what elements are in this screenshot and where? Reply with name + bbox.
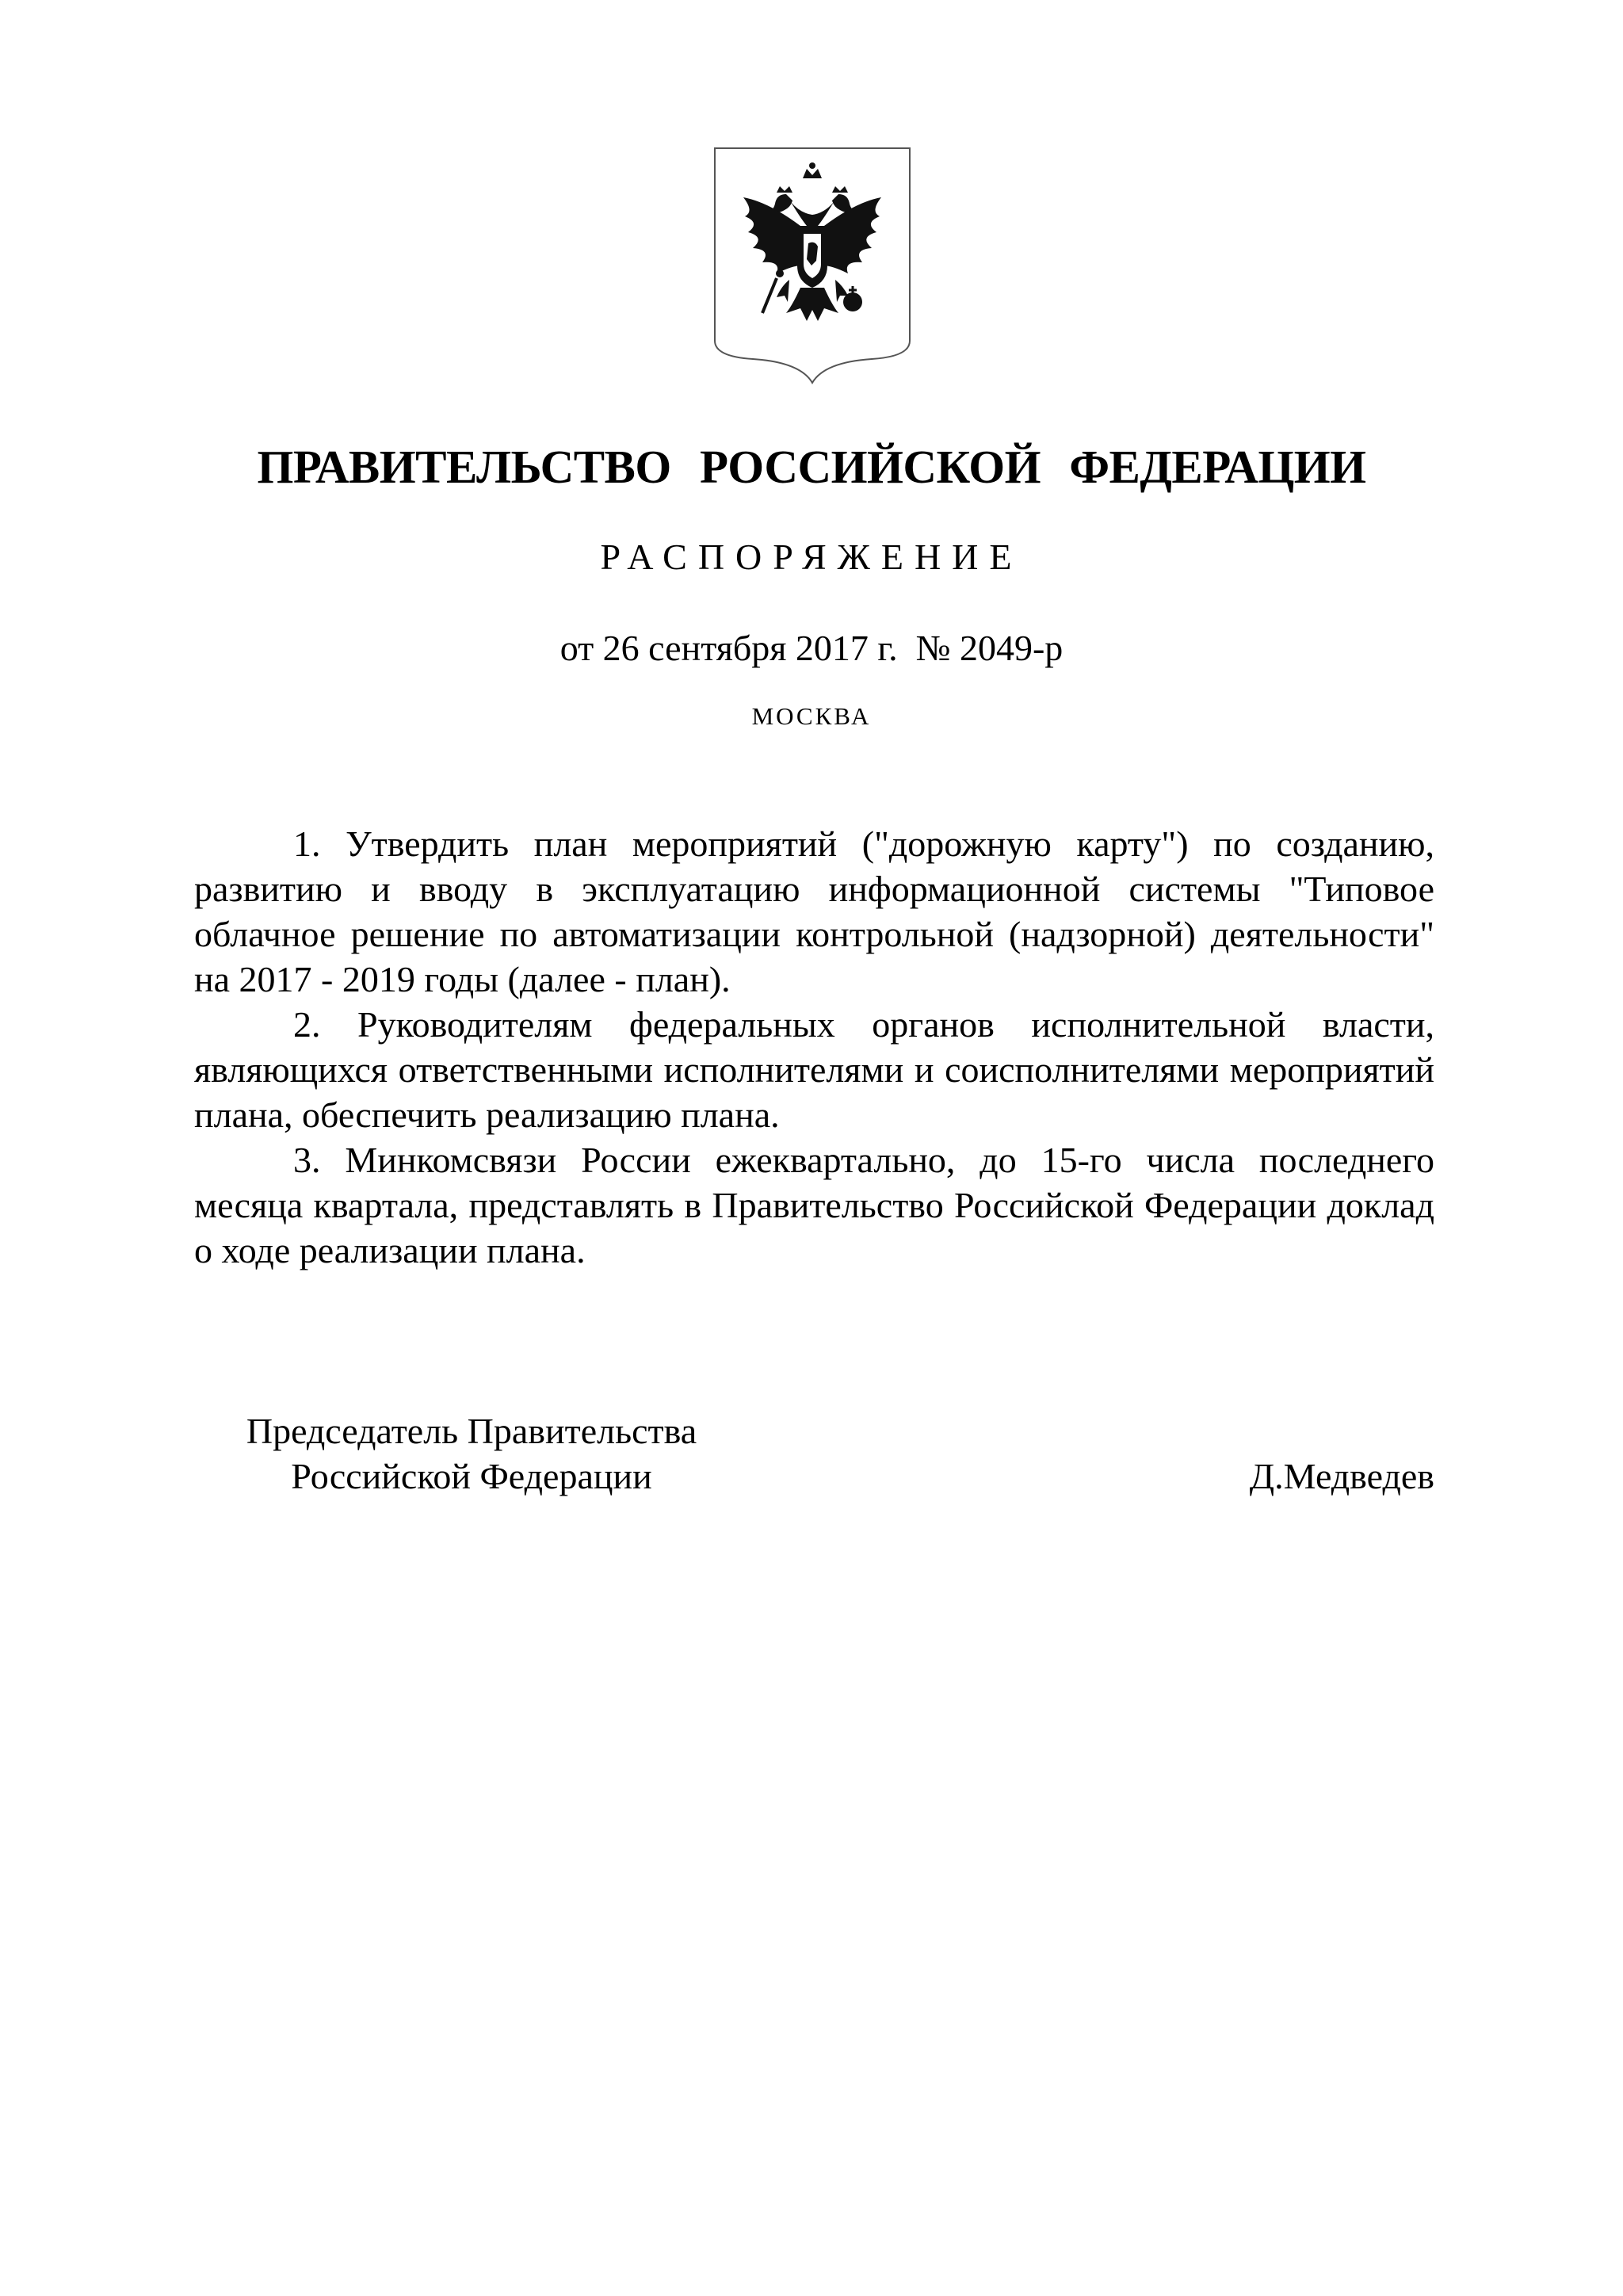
signatory-position-line-2: Российской Федерации [291,1456,652,1496]
government-title: ПРАВИТЕЛЬСТВО РОССИЙСКОЙ ФЕДЕРАЦИИ [257,441,1366,493]
coat-of-arms-emblem [713,147,911,384]
double-headed-eagle-icon [713,147,911,384]
signatory-position [194,1408,749,1499]
document-date-number: от 26 сентября 2017 г. № 2049-р [559,628,1064,668]
paragraph-1: 1. Утвердить план мероприятий ("дорожную карту") по созданию, развитию и вводу в эксплуатацию информационной системы "Типовое облачное решение по автоматизации контрольной (надзорной) деятельности" на 2017 - 2019 годы (далее - план). [194,823,1434,999]
paragraph-2: 2. Руководителям федеральных органов исполнительной власти, являющихся ответственными исполнителями и соисполнителями мероприятий плана, обеспечить реализацию плана. [194,1004,1434,1135]
document-body [194,821,1434,1273]
document-type: РАСПОРЯЖЕНИЕ [600,537,1023,577]
document-city: МОСКВА [751,702,872,730]
signatory-position-line-1: Председатель Правительства [246,1411,697,1451]
signatory-name: Д.Медведев [1249,1456,1434,1496]
paragraph-3: 3. Минкомсвязи России ежеквартально, до 15-го числа последнего месяца квартала, представлять в Правительство Российской Федерации доклад о ходе реализации плана. [194,1140,1434,1270]
